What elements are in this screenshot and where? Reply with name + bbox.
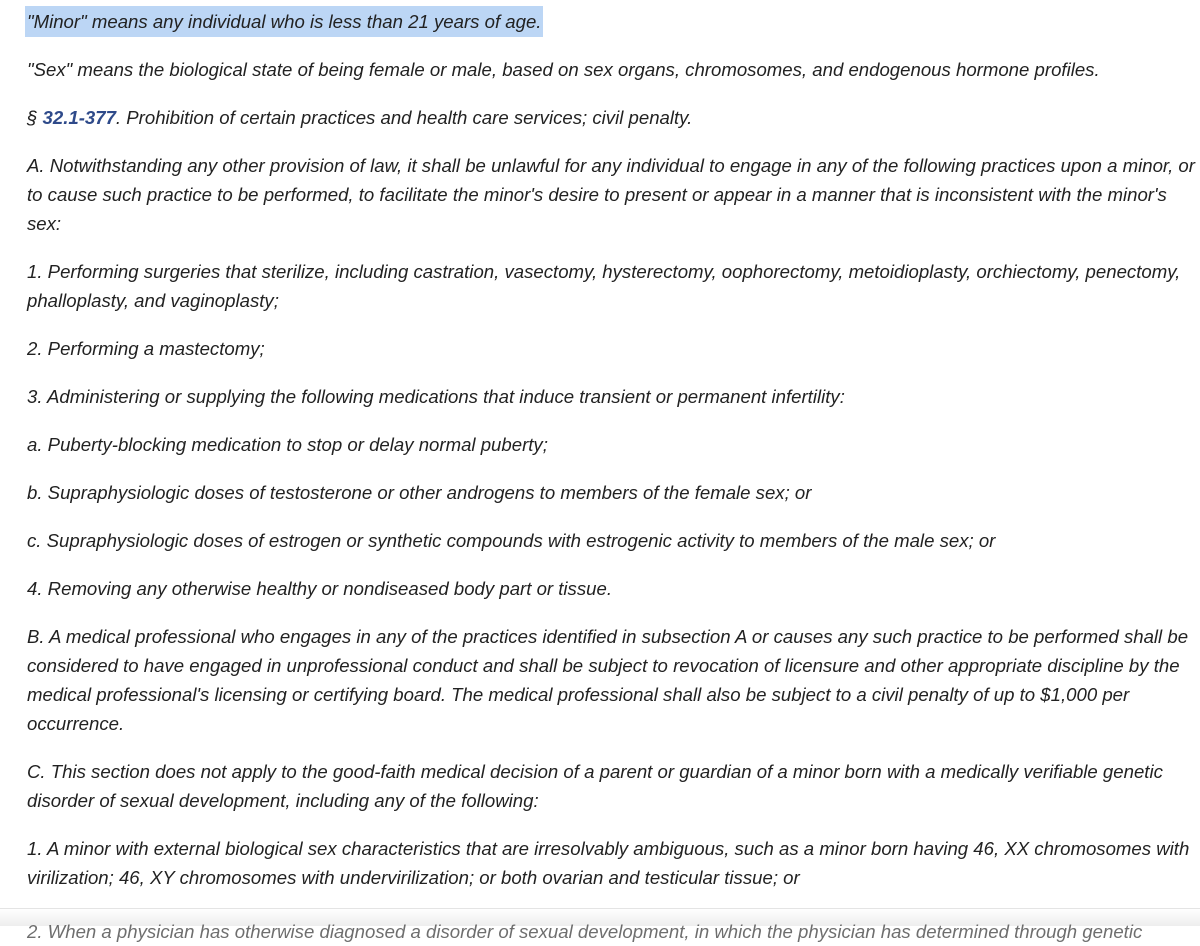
section-number-link[interactable]: 32.1-377 — [42, 107, 116, 128]
definition-minor — [27, 7, 1199, 36]
paragraph-c1: 1. A minor with external biological sex characteristics that are irresolvably ambiguous, such as a minor born having 46, XX chromosomes with virilization; 46, XY chromosomes with undervirilization; or both ovarian and testicular tissue; or — [27, 838, 1190, 888]
paragraph-a3c: c. Supraphysiologic doses of estrogen or synthetic compounds with estrogenic activity to members of the male sex; or — [27, 530, 996, 551]
paragraph-a1: 1. Performing surgeries that sterilize, including castration, vasectomy, hysterectomy, oophorectomy, metoidioplasty, orchiectomy, penectomy, phalloplasty, and vaginoplasty; — [27, 261, 1181, 311]
paragraph-a3a: a. Puberty-blocking medication to stop or delay normal puberty; — [27, 434, 548, 455]
paragraph-a2: 2. Performing a mastectomy; — [27, 338, 265, 359]
cut-off-paragraph-c2 — [0, 908, 1200, 942]
paragraph-a3b: b. Supraphysiologic doses of testosterone or other androgens to members of the female sex; or — [27, 482, 812, 503]
selected-text-highlight[interactable]: "Minor" means any individual who is less than 21 years of age. — [25, 6, 543, 37]
paragraph-a3: 3. Administering or supplying the following medications that induce transient or permanent infertility: — [27, 386, 845, 407]
paragraph-b: B. A medical professional who engages in any of the practices identified in subsection A or causes any such practice to be performed shall be considered to have engaged in unprofessional conduct and shall be subject to revocation of licensure and other appropriate discipline by the medical professional's licensing or certifying board. The medical professional shall also be subject to a civil penalty of up to $1,000 per occurrence. — [27, 626, 1189, 734]
section-heading — [27, 103, 1199, 132]
section-symbol: § — [27, 107, 43, 128]
statute-document — [27, 0, 1199, 911]
paragraph-a4: 4. Removing any otherwise healthy or nondiseased body part or tissue. — [27, 578, 613, 599]
paragraph-c2-partial: 2. When a physician has otherwise diagnosed a disorder of sexual development, in which the physician has determined through genetic — [27, 921, 1143, 942]
paragraph-c: C. This section does not apply to the good-faith medical decision of a parent or guardian of a minor born with a medically verifiable genetic disorder of sexual development, including any of the following: — [27, 761, 1163, 811]
section-title: . Prohibition of certain practices and health care services; civil penalty. — [115, 107, 693, 128]
definition-sex: "Sex" means the biological state of being female or male, based on sex organs, chromosomes, and endogenous hormone profiles. — [27, 59, 1100, 80]
paragraph-a: A. Notwithstanding any other provision of law, it shall be unlawful for any individual to engage in any of the following practices upon a minor, or to cause such practice to be performed, to facilitate the minor's desire to present or appear in a manner that is inconsistent with the minor's sex: — [27, 155, 1195, 234]
